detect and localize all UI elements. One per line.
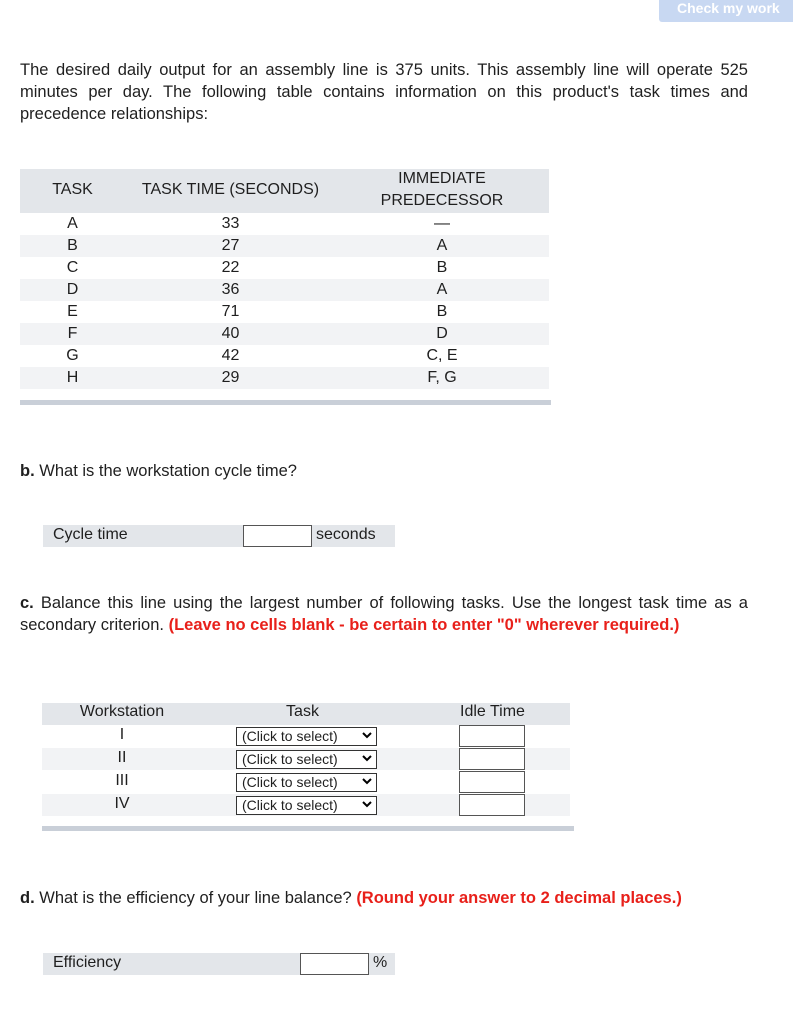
task-id: B [67, 237, 78, 254]
select-value: (Click to select) [242, 751, 338, 767]
task-predecessor: B [436, 303, 448, 320]
cycle-time-input[interactable] [243, 525, 312, 547]
instruction-text: (Round your answer to 2 decimal places.) [356, 889, 682, 907]
task-time: 27 [221, 237, 240, 254]
task-time: 22 [221, 259, 240, 276]
task-id: A [67, 215, 78, 232]
workstation-number: III [115, 772, 129, 789]
header-workstation: Workstation [79, 703, 165, 720]
efficiency-label: Efficiency [53, 954, 122, 971]
workstation-number: I [119, 726, 125, 743]
check-my-work-button[interactable]: Check my work [659, 0, 793, 22]
task-id: C [66, 259, 79, 276]
workstation-number: IV [114, 795, 130, 812]
header-predecessor-line1: IMMEDIATE [398, 170, 486, 187]
task-predecessor: A [436, 237, 448, 254]
idle-time-input[interactable] [459, 725, 525, 747]
task-predecessor: A [436, 281, 448, 298]
task-predecessor: D [436, 325, 448, 342]
task-time: 36 [221, 281, 240, 298]
task-predecessor: F, G [427, 369, 457, 386]
question-c [20, 592, 748, 636]
table-divider [42, 826, 574, 831]
question-d [20, 887, 748, 909]
question-letter: c. [20, 594, 34, 612]
task-time: 42 [221, 347, 240, 364]
cycle-time-unit: seconds [316, 526, 376, 543]
idle-time-input[interactable] [459, 748, 525, 770]
task-time: 33 [221, 215, 240, 232]
task-time: 29 [221, 369, 240, 386]
question-text: What is the workstation cycle time? [39, 462, 297, 480]
question-b [20, 460, 748, 482]
select-value: (Click to select) [242, 797, 338, 813]
question-text: Balance this line using the largest number of following tasks. Use the longest task time as a secondary criterion. [20, 594, 748, 634]
chevron-down-icon [362, 799, 372, 809]
efficiency-unit: % [373, 954, 388, 971]
task-id: H [66, 369, 79, 386]
task-select[interactable] [236, 750, 377, 769]
problem-intro: The desired daily output for an assembly line is 375 units. This assembly line will operate 525 minutes per day. The following table contains information on this product's task times and precedence relationships: [20, 61, 748, 123]
task-time: 71 [221, 303, 240, 320]
question-text: What is the efficiency of your line balance? [39, 889, 352, 907]
select-value: (Click to select) [242, 728, 338, 744]
question-letter: d. [20, 889, 35, 907]
header-task: Task [286, 703, 319, 720]
table-divider [20, 400, 551, 405]
task-predecessor: — [434, 215, 450, 232]
header-task-time: TASK TIME (SECONDS) [141, 181, 320, 198]
efficiency-input[interactable] [300, 953, 369, 975]
idle-time-input[interactable] [459, 771, 525, 793]
chevron-down-icon [362, 776, 372, 786]
task-predecessor: B [436, 259, 448, 276]
instruction-text: (Leave no cells blank - be certain to enter "0" wherever required.) [168, 616, 680, 634]
header-task: TASK [52, 181, 93, 198]
chevron-down-icon [362, 753, 372, 763]
task-select[interactable] [236, 773, 377, 792]
task-time: 40 [221, 325, 240, 342]
idle-time-input[interactable] [459, 794, 525, 816]
task-select[interactable] [236, 796, 377, 815]
cycle-time-label: Cycle time [53, 526, 128, 543]
header-idle-time: Idle Time [460, 703, 525, 720]
task-id: G [66, 347, 79, 364]
workstation-number: II [117, 749, 127, 766]
header-predecessor-line2: PREDECESSOR [380, 192, 504, 209]
task-id: E [67, 303, 78, 320]
task-predecessor: C, E [426, 347, 458, 364]
task-id: D [66, 281, 79, 298]
task-select[interactable] [236, 727, 377, 746]
select-value: (Click to select) [242, 774, 338, 790]
task-id: F [67, 325, 78, 342]
question-letter: b. [20, 462, 35, 480]
chevron-down-icon [362, 730, 372, 740]
